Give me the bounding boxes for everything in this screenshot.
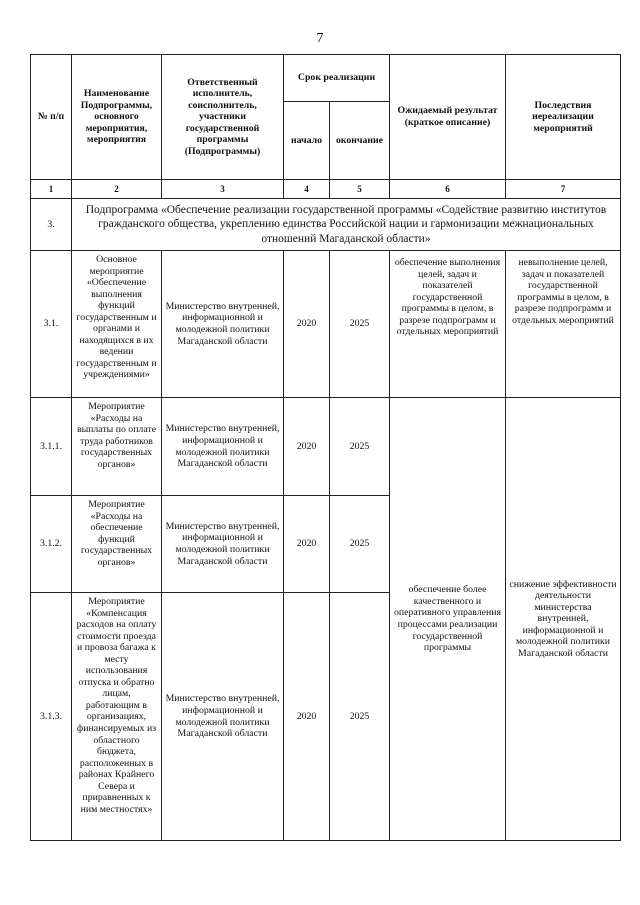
column-numbers-row: [31, 180, 621, 199]
row-consequence: невыполнение целей, задач и показателей государственной программы в целом, в разрезе подпрограмм и отдельных мероприятий: [506, 251, 621, 398]
column-number: 5: [330, 180, 390, 199]
column-number: 6: [390, 180, 506, 199]
table-row: [31, 251, 621, 398]
column-number: 3: [162, 180, 284, 199]
header-name: Наименование Подпрограммы, основного мероприятия, мероприятия: [72, 55, 162, 180]
row-responsible: Министерство внутренней, информационной и молодежной политики Магаданской области: [162, 251, 284, 398]
header-responsible: Ответственный исполнитель, соисполнитель, участники государственной программы (Подпрограммы): [162, 55, 284, 180]
row-result: обеспечение выполнения целей, задач и показателей государственной программы в целом, в разрезе подпрограмм и отдельных мероприятий: [390, 251, 506, 398]
row-action-name: Основное мероприятие «Обеспечение выполнения функций государственным и органами и находящихся в их ведении государственным и учреждениями»: [72, 251, 162, 398]
merged-consequence: снижение эффективности деятельности министерства внутренней, информационной и молодежной политики Магаданской области: [506, 398, 621, 841]
row-start-year: 2020: [284, 398, 330, 496]
row-start-year: 2020: [284, 593, 330, 841]
row-action-name: Мероприятие «Расходы на обеспечение функций государственных органов»: [72, 496, 162, 593]
row-start-year: 2020: [284, 496, 330, 593]
table-row: [31, 398, 621, 496]
row-responsible: Министерство внутренней, информационной и молодежной политики Магаданской области: [162, 593, 284, 841]
subprogram-row: [31, 199, 621, 251]
header-row-1: [31, 55, 621, 102]
subprogram-number: 3.: [31, 199, 72, 251]
row-responsible: Министерство внутренней, информационной и молодежной политики Магаданской области: [162, 496, 284, 593]
page-number: 7: [316, 31, 324, 46]
row-action-name: Мероприятие «Расходы на выплаты по оплате труда работников государственных органов»: [72, 398, 162, 496]
header-num: № п/п: [31, 55, 72, 180]
program-table: [30, 54, 621, 841]
header-consequence: Последствия нереализации мероприятий: [506, 55, 621, 180]
column-number: 1: [31, 180, 72, 199]
row-action-name: Мероприятие «Компенсация расходов на оплату стоимости проезда и провоза багажа к месту использования отпуска и обратно лицам, работающим в организациях, финансируемых из областного бюджета, расположенных в районах Крайнего Севера и приравненных к ним местностях»: [72, 593, 162, 841]
row-end-year: 2025: [330, 593, 390, 841]
row-responsible: Министерство внутренней, информационной и молодежной политики Магаданской области: [162, 398, 284, 496]
row-number: 3.1.: [31, 251, 72, 398]
row-start-year: 2020: [284, 251, 330, 398]
column-number: 4: [284, 180, 330, 199]
column-number: 2: [72, 180, 162, 199]
subprogram-title: Подпрограмма «Обеспечение реализации государственной программы «Содействие развитию институтов гражданского общества, укреплению единства Российской нации и гармонизации межнациональных отношений Магаданской области»: [72, 199, 621, 251]
column-number: 7: [506, 180, 621, 199]
row-number: 3.1.3.: [31, 593, 72, 841]
row-end-year: 2025: [330, 251, 390, 398]
header-result: Ожидаемый результат (краткое описание): [390, 55, 506, 180]
row-end-year: 2025: [330, 398, 390, 496]
row-end-year: 2025: [330, 496, 390, 593]
merged-result: обеспечение более качественного и оперативного управления процессами реализации государственной программы: [390, 398, 506, 841]
header-end: окончание: [330, 102, 390, 180]
row-number: 3.1.1.: [31, 398, 72, 496]
row-number: 3.1.2.: [31, 496, 72, 593]
header-start: начало: [284, 102, 330, 180]
header-period: Срок реализации: [284, 55, 390, 102]
